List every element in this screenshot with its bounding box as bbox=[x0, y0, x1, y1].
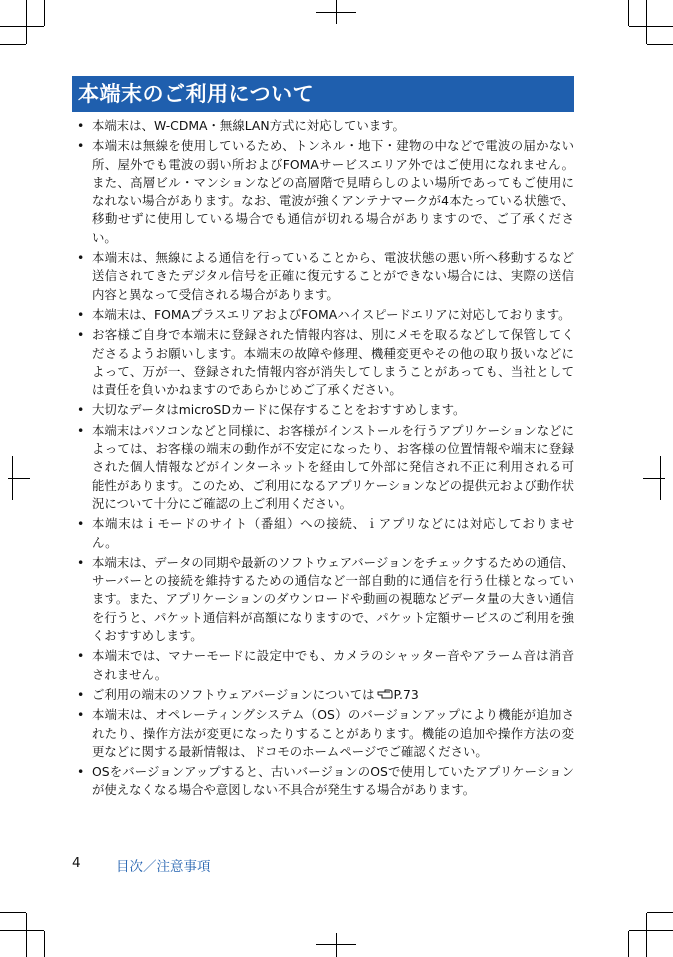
section-name: 目次／注意事項 bbox=[116, 859, 211, 875]
reference-link[interactable]: P.73 bbox=[393, 686, 419, 702]
notice-list bbox=[76, 117, 574, 802]
list-item: • OSをバージョンアップすると、古いバージョンのOSで使用していたアプリケーションが使えなくなる場合や意図しない不具合が発生する場合があります。 bbox=[76, 763, 574, 800]
list-item: • 本端末はｉモードのサイト（番組）への接続、ｉアプリなどには対応しておりません。 bbox=[76, 515, 574, 552]
list-item: • 本端末は無線を使用しているため、トンネル・地下・建物の中などで電波の届かない所、屋外でも電波の弱い所およびFOMAサービスエリア外ではご使用になれません。また、高層ビル・マンションなどの高層階で見晴らしのよい場所であってもご使用になれない場合があります。なお、電波が強くアンテナマークが4本たっている状態で、移動せずに使用している場合でも通信が切れる場合がありますので、ご了承ください。 bbox=[76, 137, 574, 247]
list-item: • 本端末では、マナーモードに設定中でも、カメラのシャッター音やアラーム音は消音されません。 bbox=[76, 647, 574, 684]
list-item: • 本端末はパソコンなどと同様に、お客様がインストールを行うアプリケーションなどによっては、お客様の端末の動作が不安定になったり、お客様の位置情報や端末に登録された個人情報などがインターネットを経由して外部に発信され不正に利用される可能性があります。このため、ご利用になるアプリケーションなどの提供元および動作状況について十分にご確認の上ご利用ください。 bbox=[76, 422, 574, 513]
reference-text: ご利用の端末のソフトウェアバージョンについては bbox=[92, 686, 375, 702]
list-item: • 本端末は、オペレーティングシステム（OS）のバージョンアップにより機能が追加されたり、操作方法が変更になったりすることがあります。機能の追加や操作方法の変更などに関する最新情報は、ドコモのホームページでご確認ください。 bbox=[76, 706, 574, 761]
page-number: 4 bbox=[72, 855, 81, 871]
list-item: • お客様ご自身で本端末に登録された情報内容は、別にメモを取るなどして保管してくださるようお願いします。本端末の故障や修理、機種変更やその他の取り扱いなどによって、万が一、登録された情報内容が消失してしまうことがあっても、当社としては責任を負いかねますのであらかじめご了承ください。 bbox=[76, 326, 574, 399]
list-item: • 本端末は、データの同期や最新のソフトウェアバージョンをチェックするための通信、サーバーとの接続を維持するための通信など一部自動的に通信を行う仕様となっています。また、アプリケーションのダウンロードや動画の視聴などデータ量の大きい通信を行うと、パケット通信料が高額になりますので、パケット定額サービスのご利用を強くおすすめします。 bbox=[76, 554, 574, 645]
pointing-hand-icon bbox=[377, 686, 393, 704]
list-item: • 本端末は、FOMAプラスエリアおよびFOMAハイスピードエリアに対応しております。 bbox=[76, 306, 574, 324]
section-title-bar bbox=[72, 76, 574, 112]
list-item: • 本端末は、W-CDMA・無線LAN方式に対応しています。 bbox=[76, 117, 574, 135]
list-item-with-reference bbox=[76, 686, 574, 704]
list-item: • 本端末は、無線による通信を行っていることから、電波状態の悪い所へ移動するなど送信されてきたデジタル信号を正確に復元することができない場合には、実際の送信内容と異なって受信される場合があります。 bbox=[76, 249, 574, 304]
page-title: 本端末のご利用について bbox=[78, 82, 315, 106]
list-item: • 大切なデータはmicroSDカードに保存することをおすすめします。 bbox=[76, 401, 574, 419]
